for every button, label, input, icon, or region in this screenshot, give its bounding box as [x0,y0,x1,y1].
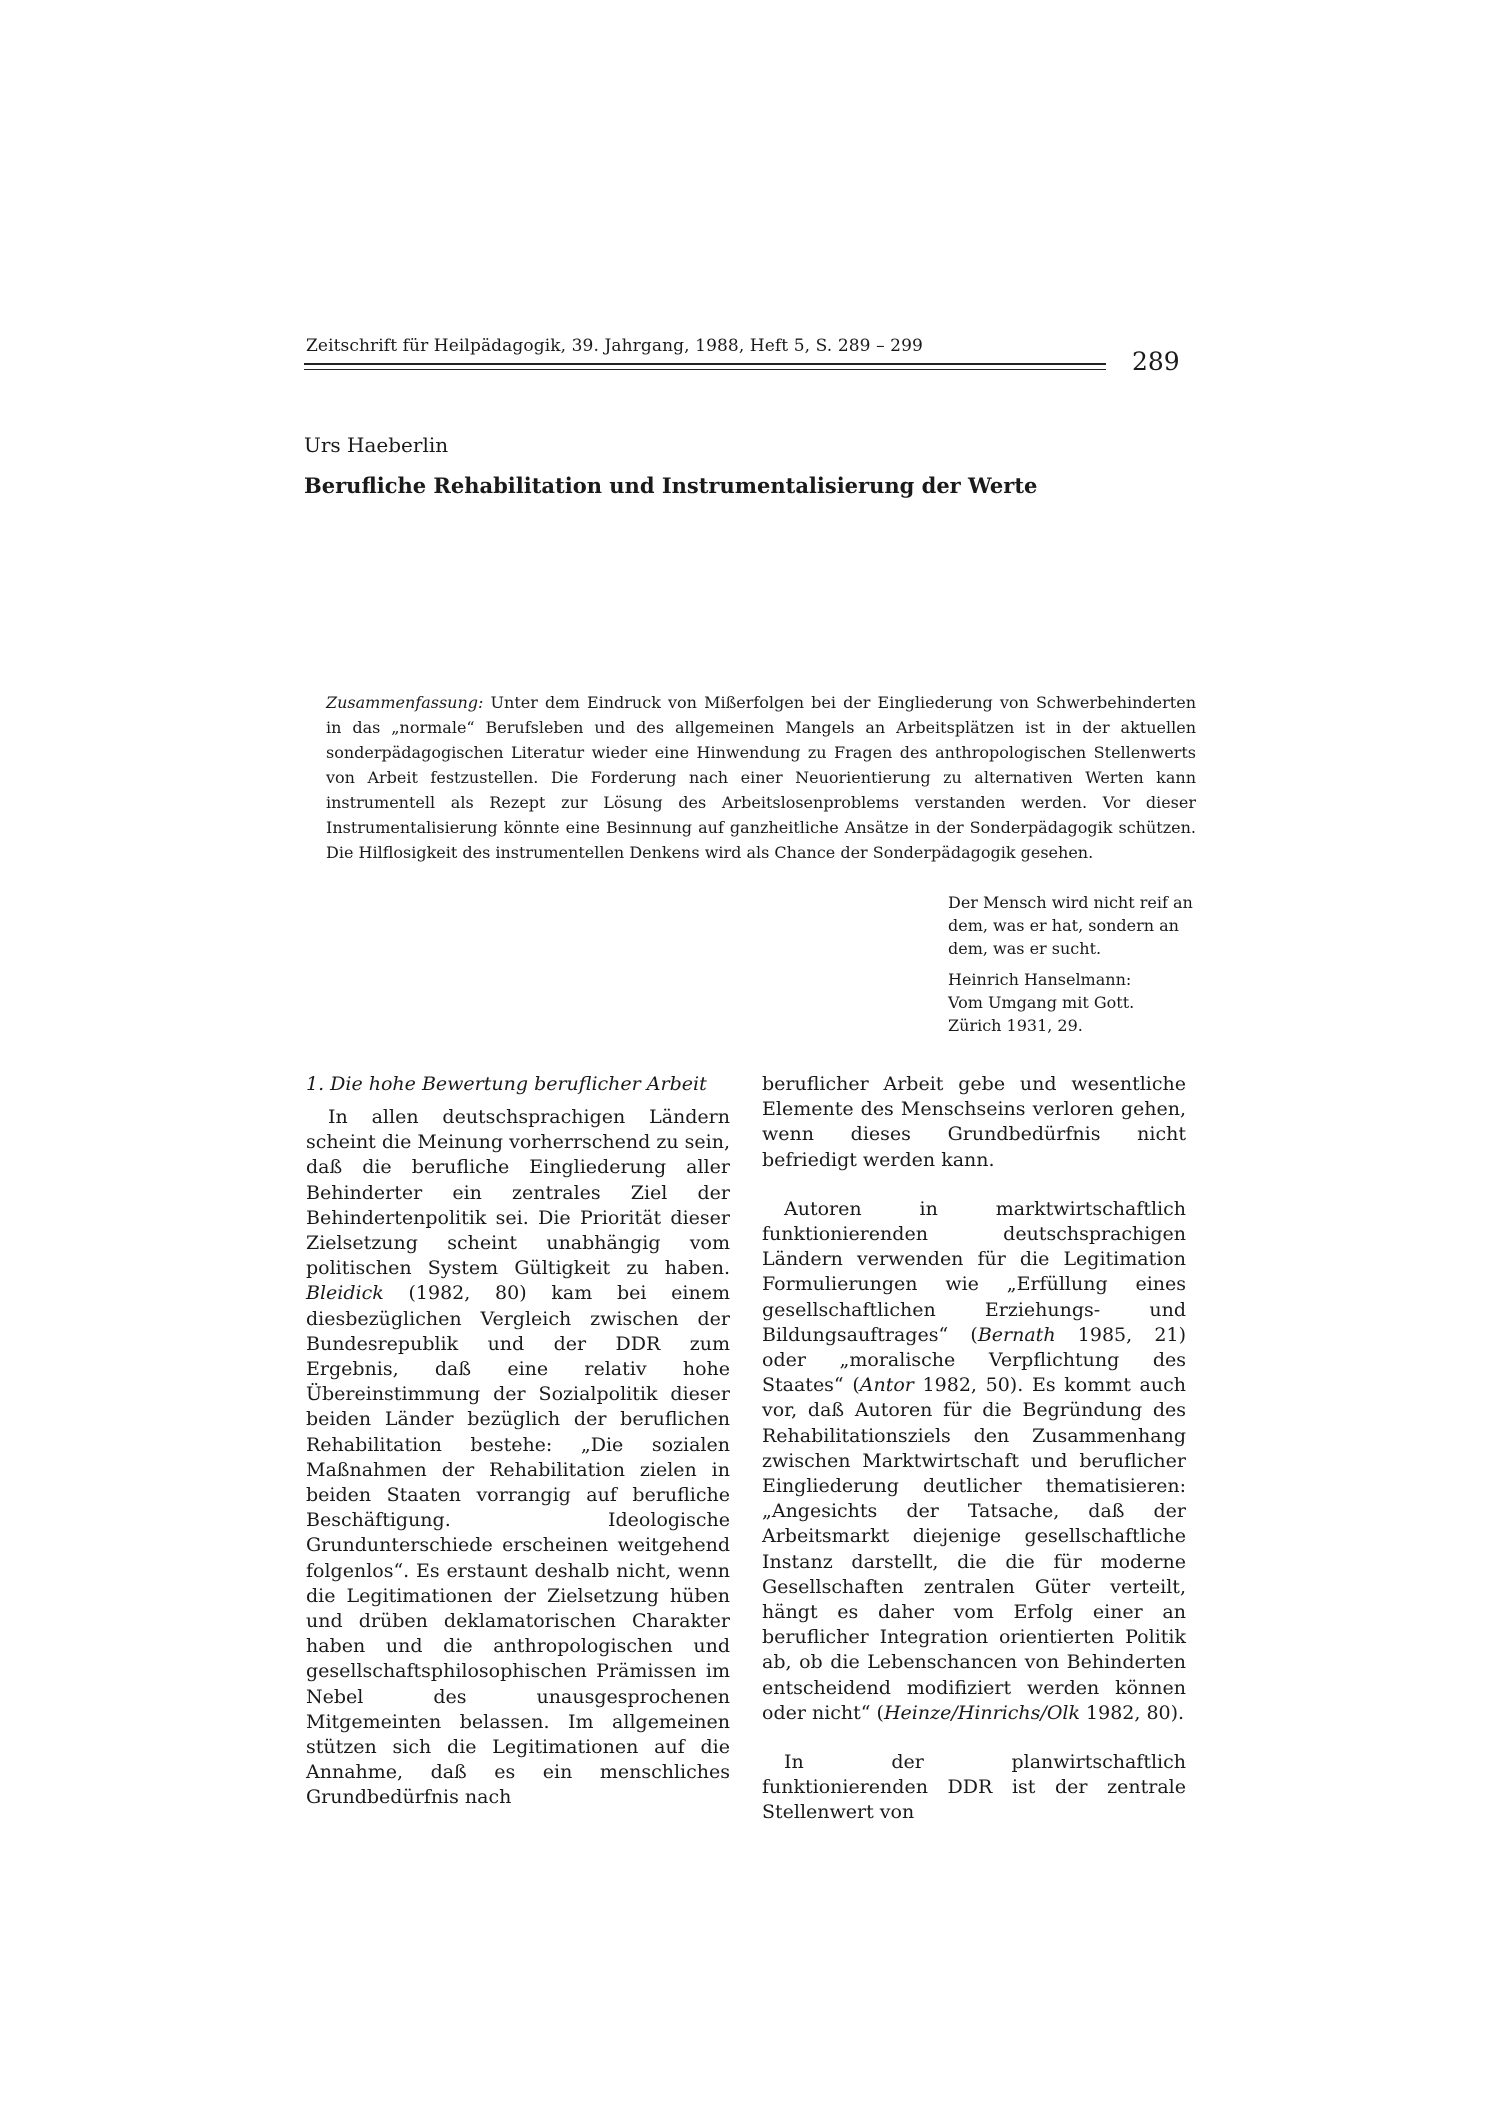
body-column-right [762,1072,1186,1826]
paragraph-text: (1982, 80) kam bei einem diesbezüglichen Vergleich zwischen der Bundesrepublik und der DDR zum Ergebnis, daß eine relativ hohe Übereinstimmung der Sozialpolitik dieser beiden Länder bezüglich der beruflichen Rehabilitation bestehe: „Die sozialen Maßnahmen der Rehabilitation zielen in beiden Staaten vorrangig auf berufliche Beschäftigung. Ideologische Grundunterschiede erscheinen weitgehend folgenlos“. Es erstaunt deshalb nicht, wenn die Legitimationen der Zielsetzung hüben und drüben deklamatorischen Charakter haben und die anthropologischen und gesellschaftsphilosophischen Prämissen im Nebel des unausgesprochenen Mitgemeinten belassen. Im allgemeinen stützen sich die Legitimationen auf die Annahme, daß es ein menschliches Grundbedürfnis nach [306,1282,730,1809]
section-heading: 1. Die hohe Bewertung beruflicher Arbeit [306,1073,707,1095]
header-rule-thin [304,369,1106,370]
abstract-label: Zusammenfassung: [326,693,484,712]
body-column-left [306,1072,730,1811]
paragraph [306,1105,730,1811]
paragraph-text: Autoren in marktwirtschaftlich funktionierenden deutschsprachigen Ländern verwenden für die Legitimation Formulierungen wie „Erfüllung eines gesellschaftlichen Erziehungs- und Bildungsauftrages“ ( [762,1197,1186,1346]
article-title: Berufliche Rehabilitation und Instrumentalisierung der Werte [304,473,1038,498]
epigraph-source-work: Vom Umgang mit Gott. [948,993,1135,1012]
header-rule [304,363,1106,365]
epigraph-source-place: Zürich 1931, 29. [948,1016,1083,1035]
paragraph-text: 1982, 50). Es kommt auch vor, daß Autoren für die Begründung des Rehabilitationsziels den Zusammenhang zwischen Marktwirtschaft und beruflicher Eingliederung deutlicher thematisieren: „Angesichts der Tatsache, daß der Arbeitsmarkt diejenige gesellschaftliche Instanz darstellt, die die für moderne Gesellschaften zentralen Güter verteilt, hängt es daher vom Erfolg einer an beruflicher Integration orientierten Politik ab, ob die Lebenschancen von Behinderten entscheidend modifiziert werden können oder nicht“ ( [762,1374,1186,1724]
abstract [326,690,1196,865]
citation: Heinze/Hinrichs/Olk [883,1701,1080,1724]
epigraph-source-name: Heinrich Hanselmann: [948,970,1132,989]
author-name: Urs Haeberlin [304,433,449,457]
paragraph [762,1197,1186,1726]
citation: Antor [859,1374,914,1397]
paragraph-text: 1985, 21) oder „moralische Verpflichtung des Staates“ ( [762,1323,1186,1397]
citation: Bernath [977,1323,1056,1346]
citation: Bleidick [306,1282,384,1305]
epigraph-quote: Der Mensch wird nicht reif an dem, was er hat, sondern an dem, was er sucht. [948,893,1193,958]
paragraph-text: 1982, 80). [1080,1701,1185,1724]
paragraph: beruflicher Arbeit gebe und wesentliche Elemente des Menschseins verloren gehen, wenn dieses Grundbedürfnis nicht befriedigt werden kann. [762,1073,1186,1171]
journal-header: Zeitschrift für Heilpädagogik, 39. Jahrgang, 1988, Heft 5, S. 289 – 299 [306,336,923,356]
epigraph [948,891,1198,1037]
paragraph-text: In allen deutschsprachigen Ländern scheint die Meinung vorherrschend zu sein, daß die berufliche Eingliederung aller Behinderter ein zentrales Ziel der Behindertenpolitik sei. Die Priorität dieser Zielsetzung scheint unabhängig vom politischen System Gültigkeit zu haben. [306,1106,730,1280]
paragraph: In der planwirtschaftlich funktionierenden DDR ist der zentrale Stellenwert von [762,1751,1186,1824]
abstract-text: Unter dem Eindruck von Mißerfolgen bei der Eingliederung von Schwerbehinderten in das „normale“ Berufsleben und des allgemeinen Mangels an Arbeitsplätzen ist in der aktuellen sonderpädagogischen Literatur wieder eine Hinwendung zu Fragen des anthropologischen Stellenwerts von Arbeit festzustellen. Die Forderung nach einer Neuorientierung zu alternativen Werten kann instrumentell als Rezept zur Lösung des Arbeitslosenproblems verstanden werden. Vor dieser Instrumentalisierung könnte eine Besinnung auf ganzheitliche Ansätze in der Sonderpädagogik schützen. Die Hilflosigkeit des instrumentellen Denkens wird als Chance der Sonderpädagogik gesehen. [326,693,1197,862]
page-number: 289 [1132,347,1180,376]
